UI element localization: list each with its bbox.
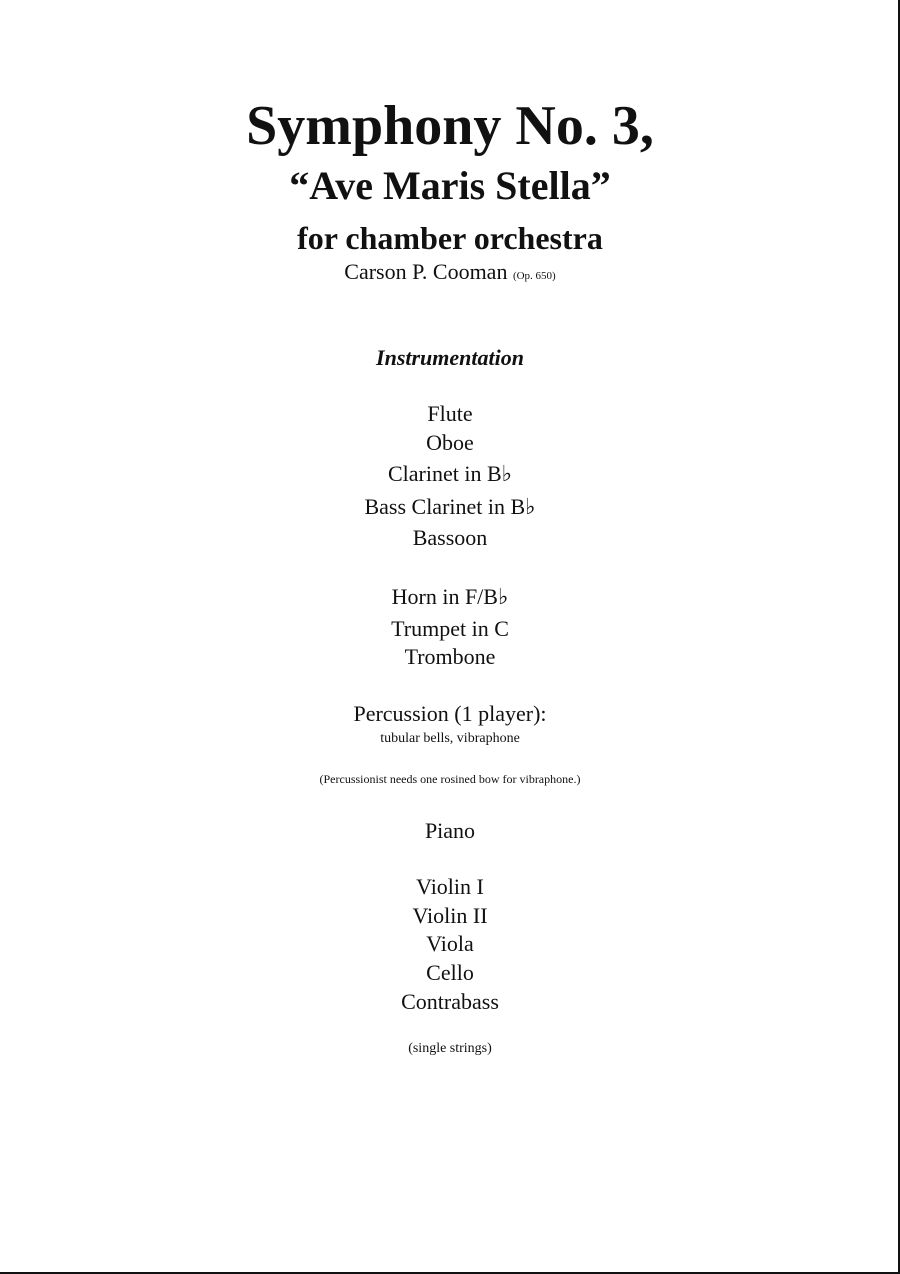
composer-line (0, 258, 900, 290)
instrument-item: Cello (426, 960, 474, 985)
composer-name: Carson P. Cooman (344, 259, 508, 284)
instrument-item: Trumpet in C (391, 616, 509, 641)
instrument-item: Piano (424, 818, 476, 843)
instrument-item: Contrabass (401, 989, 499, 1014)
score-title: Symphony No. 3, (246, 95, 654, 157)
percussion-label: Percussion (1 player): (353, 701, 547, 726)
instrument-item: Violin II (412, 903, 488, 928)
percussion-note: (Percussionist needs one rosined bow for vibraphone.) (319, 772, 581, 786)
instrumentation-heading: Instrumentation (376, 345, 524, 370)
instrument-item: Oboe (426, 430, 474, 455)
instrument-item: Violin I (416, 874, 484, 899)
instrument-item: Flute (427, 401, 473, 426)
opus-number: (Op. 650) (512, 270, 556, 282)
instrument-item: Trombone (404, 644, 496, 669)
strings-note: (single strings) (408, 1041, 492, 1056)
instrument-item: Clarinet in B♭ (387, 461, 513, 486)
percussion-instruments: tubular bells, vibraphone (380, 731, 520, 746)
instrument-item: Viola (426, 931, 474, 956)
instrument-item: Horn in F/B♭ (391, 584, 509, 609)
score-subtitle: “Ave Maris Stella” (289, 163, 611, 208)
orchestration-line: for chamber orchestra (297, 220, 603, 256)
instrument-item: Bass Clarinet in B♭ (364, 494, 536, 519)
instrument-item: Bassoon (412, 525, 488, 550)
